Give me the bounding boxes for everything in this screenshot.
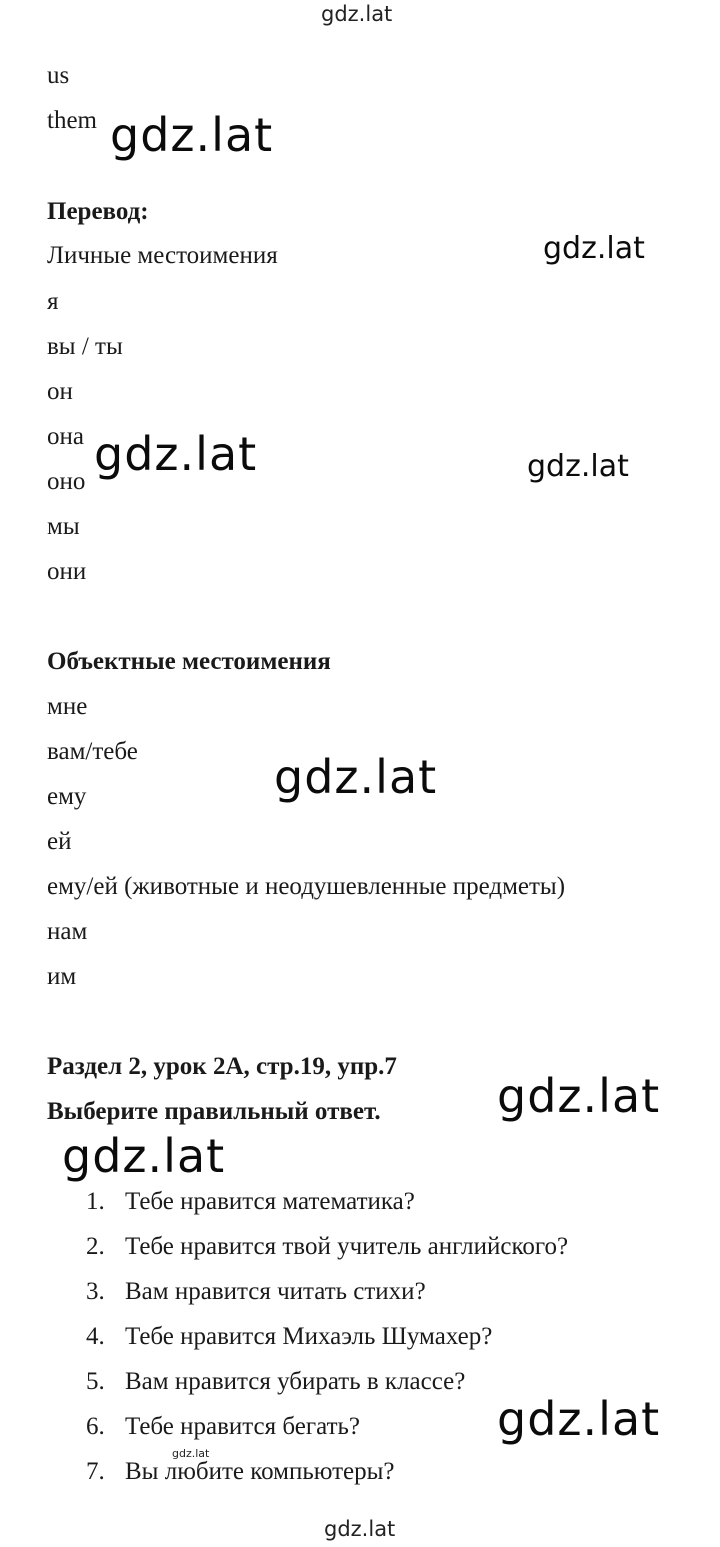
object-pronoun: ему/ей (животные и неодушевленные предметы) — [47, 873, 566, 900]
personal-pronoun: она — [47, 423, 84, 450]
section-title: Раздел 2, урок 2А, стр.19, упр.7 — [47, 1053, 397, 1080]
watermark: gdz.lat — [94, 427, 258, 481]
object-pronouns-title: Объектные местоимения — [47, 648, 331, 675]
watermark: gdz.lat — [172, 1447, 210, 1460]
object-pronoun: ему — [47, 783, 87, 810]
list-item-number: 6. — [86, 1413, 105, 1440]
watermark: gdz.lat — [527, 449, 629, 484]
pronoun-en: them — [47, 107, 97, 134]
pronoun-en: us — [47, 62, 70, 89]
list-item-number: 2. — [86, 1233, 105, 1260]
personal-pronouns-title: Личные местоимения — [47, 242, 278, 269]
personal-pronoun: вы / ты — [47, 333, 123, 360]
list-item-number: 1. — [86, 1188, 105, 1215]
object-pronoun: нам — [47, 918, 88, 945]
object-pronoun: ей — [47, 828, 72, 855]
list-item-number: 4. — [86, 1323, 105, 1350]
personal-pronoun: оно — [47, 468, 86, 495]
object-pronoun: вам/тебе — [47, 738, 138, 765]
list-item-number: 5. — [86, 1368, 105, 1395]
watermark: gdz.lat — [543, 231, 645, 266]
list-item-number: 3. — [86, 1278, 105, 1305]
watermark: gdz.lat — [497, 1069, 661, 1123]
list-item: Тебе нравится твой учитель английского? — [125, 1233, 569, 1260]
personal-pronoun: мы — [47, 513, 80, 540]
list-item: Тебе нравится бегать? — [125, 1413, 360, 1440]
watermark: gdz.lat — [497, 1392, 661, 1446]
list-item: Тебе нравится математика? — [125, 1188, 415, 1215]
object-pronoun: им — [47, 963, 77, 990]
translation-heading: Перевод: — [47, 198, 149, 225]
list-item: Вам нравится читать стихи? — [125, 1278, 426, 1305]
watermark-bottom: gdz.lat — [324, 1517, 396, 1541]
watermark: gdz.lat — [274, 750, 438, 804]
watermark: gdz.lat — [62, 1129, 226, 1183]
personal-pronoun: они — [47, 558, 87, 585]
list-item: Вы любите компьютеры? — [125, 1458, 395, 1485]
exercise-instruction: Выберите правильный ответ. — [47, 1098, 381, 1125]
watermark: gdz.lat — [110, 108, 274, 162]
personal-pronoun: я — [47, 288, 59, 315]
personal-pronoun: он — [47, 378, 73, 405]
list-item: Вам нравится убирать в классе? — [125, 1368, 466, 1395]
watermark-top: gdz.lat — [321, 2, 393, 26]
list-item-number: 7. — [86, 1458, 105, 1485]
list-item: Тебе нравится Михаэль Шумахер? — [125, 1323, 493, 1350]
object-pronoun: мне — [47, 693, 88, 720]
